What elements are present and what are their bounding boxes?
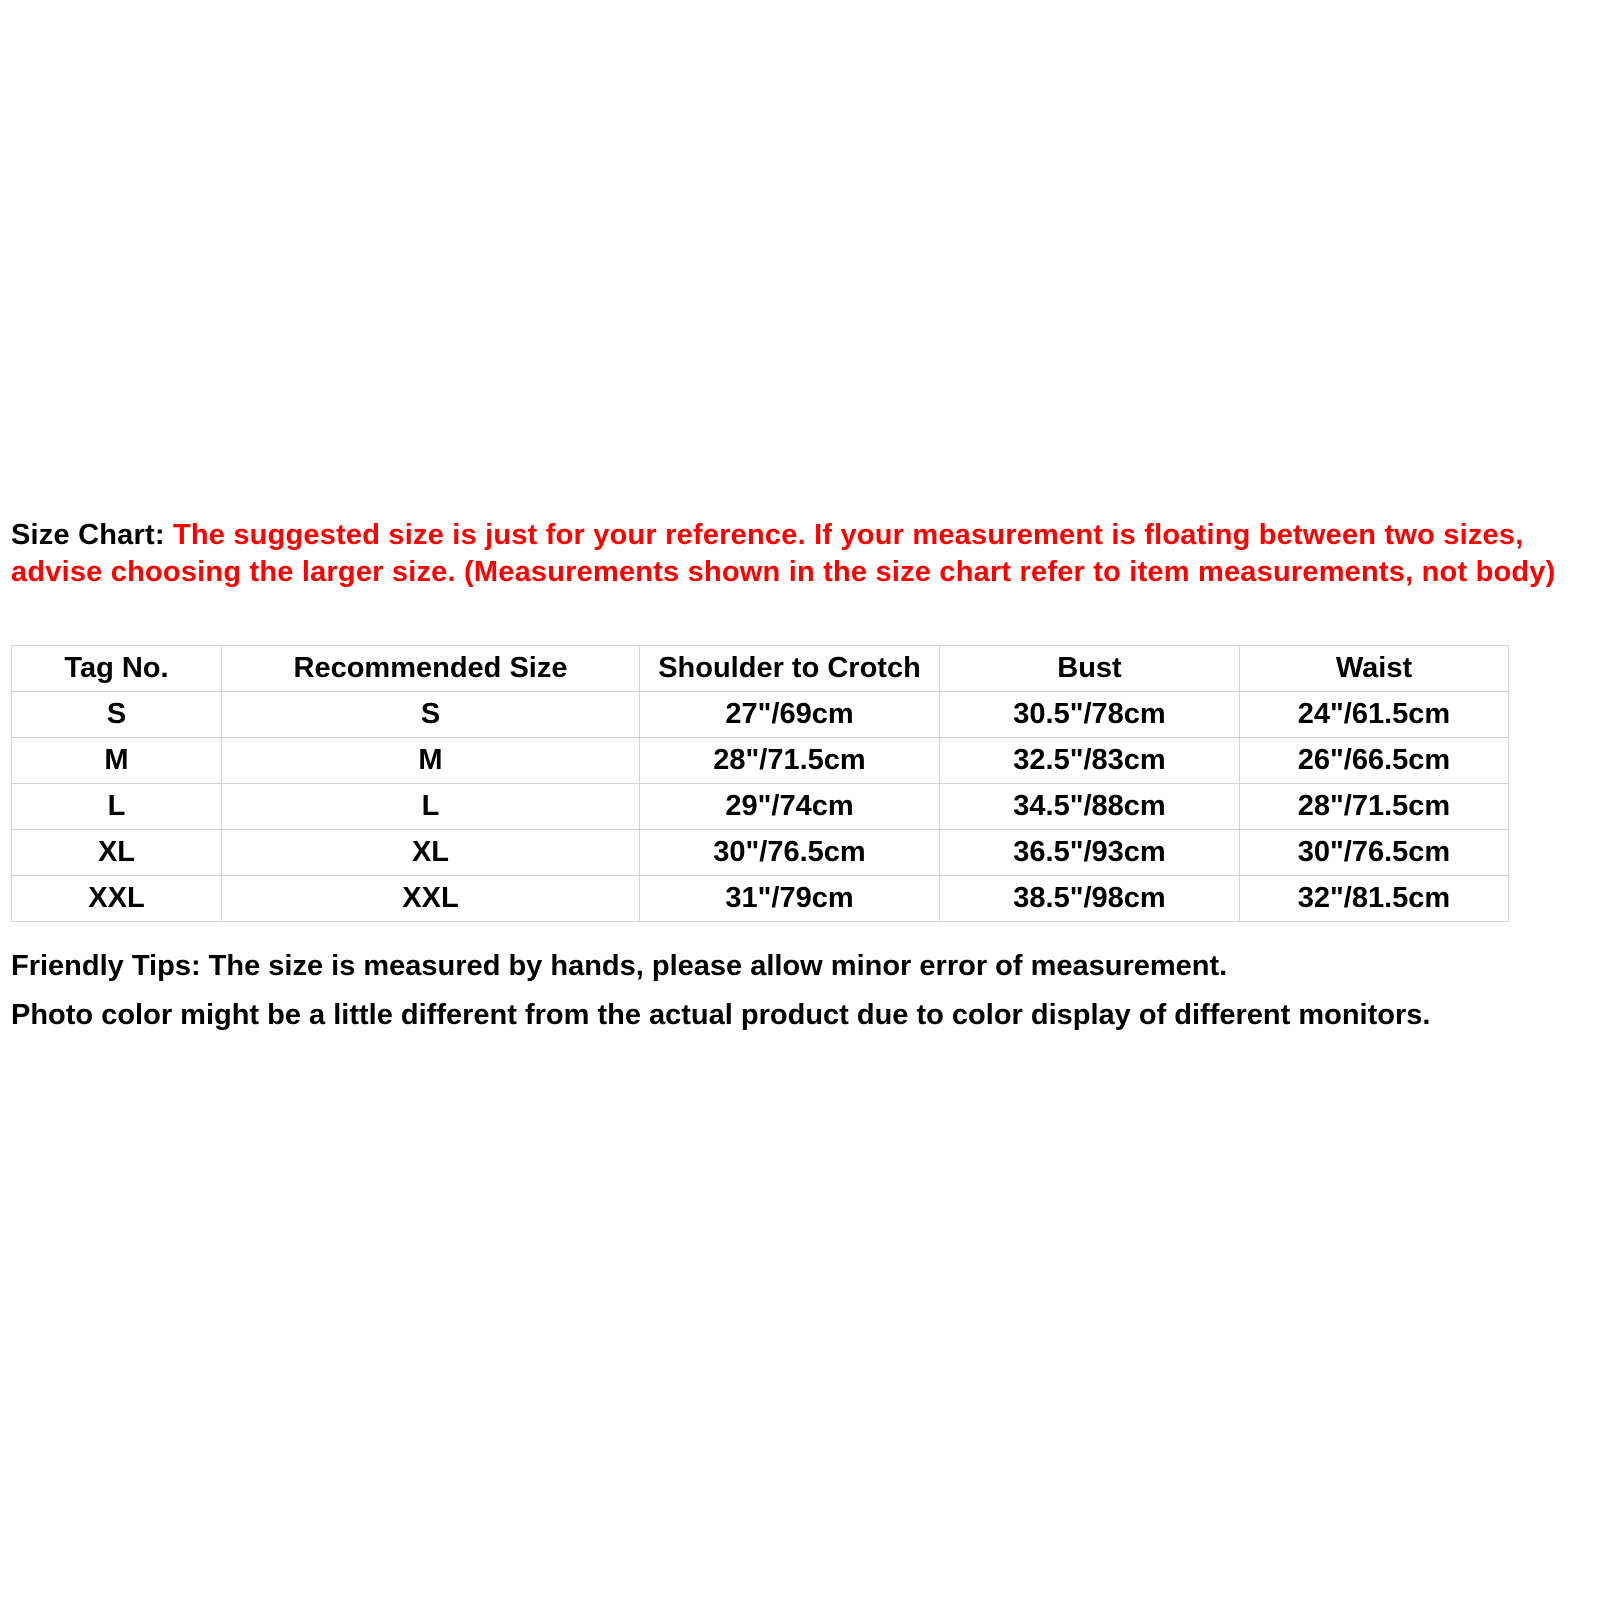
cell-recommended-size: XXL — [222, 876, 640, 922]
header-tag-no: Tag No. — [12, 646, 222, 692]
header-bust: Bust — [940, 646, 1240, 692]
tips-line-measurement: Friendly Tips: The size is measured by hands, please allow minor error of measurement. — [11, 950, 1228, 982]
header-shoulder-to-crotch: Shoulder to Crotch — [640, 646, 940, 692]
cell-waist: 26"/66.5cm — [1240, 738, 1509, 784]
cell-shoulder-to-crotch: 27"/69cm — [640, 692, 940, 738]
cell-tag-no: S — [12, 692, 222, 738]
cell-bust: 34.5"/88cm — [940, 784, 1240, 830]
cell-tag-no: L — [12, 784, 222, 830]
size-table — [11, 645, 1509, 922]
cell-recommended-size: S — [222, 692, 640, 738]
cell-waist: 30"/76.5cm — [1240, 830, 1509, 876]
table-row — [12, 692, 1509, 738]
tips-line-photo-color: Photo color might be a little different from the actual product due to color display of different monitors. — [11, 999, 1431, 1031]
cell-recommended-size: M — [222, 738, 640, 784]
table-row — [12, 784, 1509, 830]
cell-bust: 38.5"/98cm — [940, 876, 1240, 922]
cell-bust: 30.5"/78cm — [940, 692, 1240, 738]
size-chart-note: The suggested size is just for your reference. If your measurement is floating between two sizes, advise choosing the larger size. (Measurements shown in the size chart refer to item measurements, not body) — [11, 519, 1556, 588]
cell-tag-no: XL — [12, 830, 222, 876]
header-recommended-size: Recommended Size — [222, 646, 640, 692]
cell-waist: 24"/61.5cm — [1240, 692, 1509, 738]
cell-bust: 32.5"/83cm — [940, 738, 1240, 784]
table-row — [12, 738, 1509, 784]
cell-waist: 32"/81.5cm — [1240, 876, 1509, 922]
cell-shoulder-to-crotch: 29"/74cm — [640, 784, 940, 830]
cell-shoulder-to-crotch: 28"/71.5cm — [640, 738, 940, 784]
size-chart-intro — [11, 517, 1576, 591]
header-waist: Waist — [1240, 646, 1509, 692]
cell-waist: 28"/71.5cm — [1240, 784, 1509, 830]
cell-tag-no: M — [12, 738, 222, 784]
size-chart-label: Size Chart: — [11, 519, 165, 551]
cell-recommended-size: XL — [222, 830, 640, 876]
cell-shoulder-to-crotch: 31"/79cm — [640, 876, 940, 922]
cell-bust: 36.5"/93cm — [940, 830, 1240, 876]
table-row — [12, 876, 1509, 922]
friendly-tips — [11, 942, 1600, 1040]
table-row — [12, 830, 1509, 876]
cell-shoulder-to-crotch: 30"/76.5cm — [640, 830, 940, 876]
table-header-row — [12, 646, 1509, 692]
cell-recommended-size: L — [222, 784, 640, 830]
cell-tag-no: XXL — [12, 876, 222, 922]
